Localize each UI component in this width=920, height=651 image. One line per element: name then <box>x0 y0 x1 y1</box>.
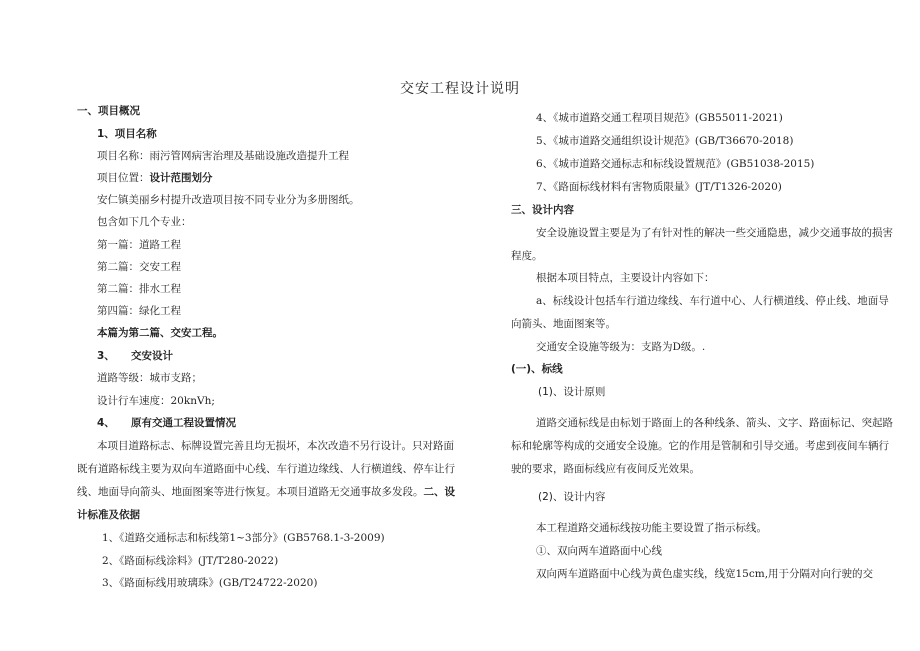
section-3-heading: 三、设计内容 <box>511 204 574 216</box>
design-principle-heading: (1)、设计原则 <box>538 386 606 398</box>
this-volume-line: 本篇为第二篇、交安工程。 <box>97 327 223 339</box>
content-line-3: 根据本项目特点，主要设计内容如下： <box>536 272 715 284</box>
content-line-1: 安全设施设置主要是为了有针对性的解决一些交通隐患，减少交通事故的损害 <box>536 227 893 239</box>
scope-description: 安仁镇美丽乡村提升改造项目按不同专业分为多册图纸。 <box>97 194 360 206</box>
content-line-8: 标和轮廓等构成的交通安全设施。它的作用是管制和引导交通。考虑到夜间车辆行 <box>511 440 889 452</box>
volume-1: 第一篇：道路工程 <box>97 239 181 251</box>
section-4-title: 原有交通工程设置情况 <box>131 417 236 429</box>
paragraph-line-3-text: 线、地面导向箭头、地面图案等进行恢复。本项目道路无交通事故多发段。 <box>77 486 424 498</box>
standard-7: 7、《路面标线材料有害物质限量》(JT/T1326-2020) <box>536 181 782 193</box>
design-scope-line <box>97 170 213 185</box>
standard-4: 4、《城市道路交通工程项目规范》(GB55011-2021) <box>536 112 783 124</box>
scope-prefix: 项目位置： <box>97 172 150 184</box>
content-line-4: a、标线设计包括车行道边缘线、车行道中心、人行横道线、停止线、地面导 <box>536 295 889 307</box>
content-line-2: 程度。 <box>511 250 543 262</box>
section-2-heading-end: 计标准及依据 <box>77 509 140 521</box>
content-line-9: 驶的要求，路面标线应有夜间反光效果。 <box>511 463 700 475</box>
scope-bold: 设计范围划分 <box>149 172 213 184</box>
standard-1: 1、《道路交通标志和标线第1~3部分》(GB5768.1-3-2009) <box>102 532 385 544</box>
content-line-12: 双向两车道路面中心线为黄色虚实线，线宽15cm,用于分隔对向行驶的交 <box>536 568 874 580</box>
project-name-line: 项目名称：雨污管网病害治理及基础设施改造提升工程 <box>97 150 349 162</box>
paragraph-line-2: 既有道路标线主要为双向车道路面中心线、车行道边缘线、人行横道线、停车让行 <box>77 463 455 475</box>
standard-3: 3、《路面标线用玻璃珠》(GB/T24722-2020) <box>102 577 318 589</box>
standard-5: 5、《城市道路交通组织设计规范》(GB/T36670-2018) <box>536 135 794 147</box>
section-3-number: 3、 <box>97 350 115 362</box>
paragraph-line-3 <box>77 484 455 499</box>
paragraph-line-1: 本项目道路标志、标牌设置完善且均无损坏，本次改造不另行设计。只对路面 <box>97 440 454 452</box>
page-title: 交安工程设计说明 <box>400 81 520 97</box>
content-line-11: ①、双向两车道路面中心线 <box>536 545 662 557</box>
road-grade-line: 道路等级：城市支路； <box>97 372 202 384</box>
content-line-7: 道路交通标线是由标划于路面上的各种线条、箭头、文字、路面标记、突起路 <box>536 417 893 429</box>
section-4-number: 4、 <box>97 417 115 429</box>
design-content-heading: (2)、设计内容 <box>538 491 606 503</box>
content-line-6: 交通安全设施等级为：支路为D级。. <box>536 341 706 353</box>
section-2-heading-start: 二、设 <box>423 486 455 498</box>
volume-3: 第二篇：排水工程 <box>97 283 181 295</box>
volume-4: 第四篇：绿化工程 <box>97 305 181 317</box>
content-line-5: 向箭头、地面图案等。 <box>511 318 616 330</box>
standard-6: 6、《城市道路交通标志和标线设置规范》(GB51038-2015) <box>536 158 815 170</box>
section-1-heading: 一、项目概况 <box>77 105 140 117</box>
subsection-project-name: 1、项目名称 <box>97 128 157 140</box>
content-line-10: 本工程道路交通标线按功能主要设置了指示标线。 <box>536 522 767 534</box>
volume-2: 第二篇：交安工程 <box>97 261 181 273</box>
section-3-title: 交安设计 <box>131 350 173 362</box>
standard-2: 2、《路面标线涂料》(JT/T280-2022) <box>102 555 279 567</box>
includes-line: 包含如下几个专业： <box>97 216 192 228</box>
subsection-markings: (一)、标线 <box>511 363 563 375</box>
design-speed-line: 设计行车速度：20knVh; <box>97 395 215 407</box>
